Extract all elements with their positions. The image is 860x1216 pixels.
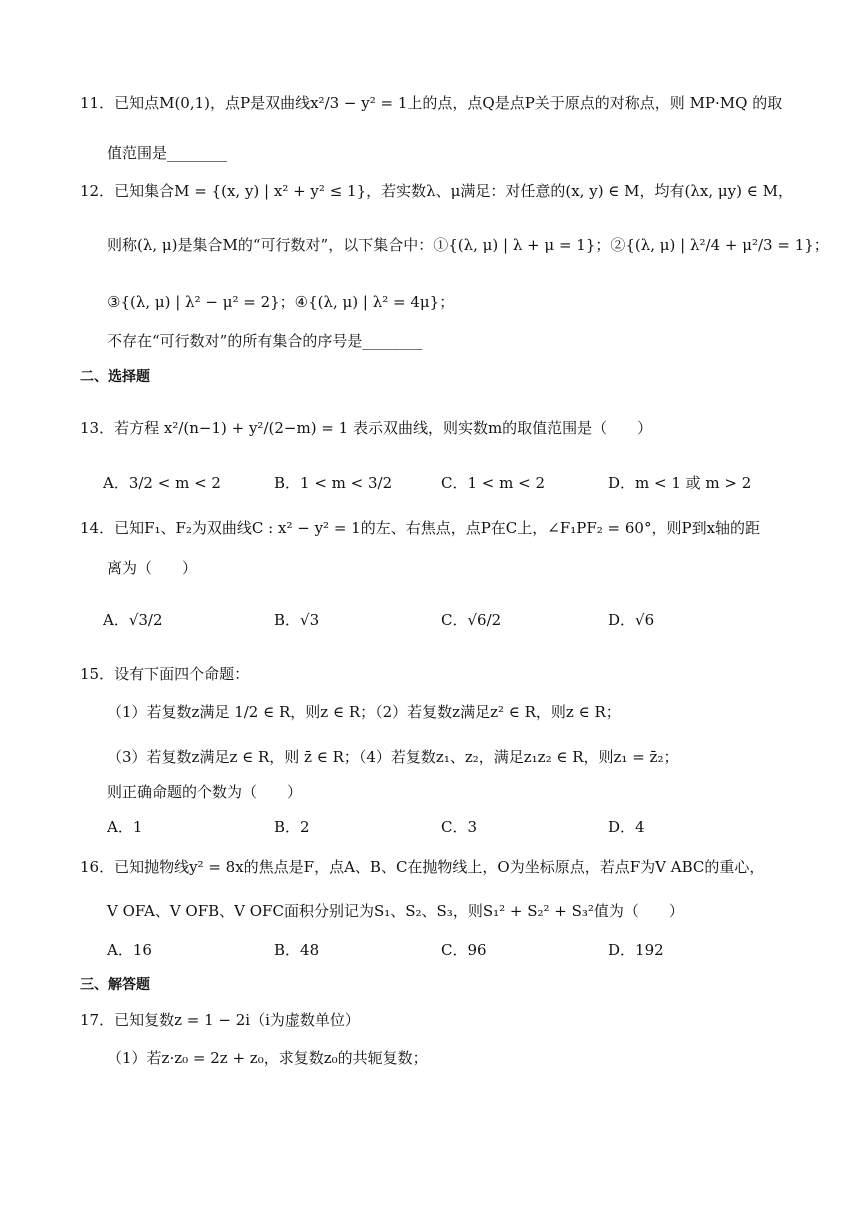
- q12-line3: ③{(λ, μ) | λ² − μ² = 2}；④{(λ, μ) | λ² = 4μ}；: [107, 293, 455, 311]
- q15-option-a: A．1: [107, 818, 143, 836]
- q15-option-b: B．2: [274, 818, 310, 836]
- q14-option-c: C．√6/2: [441, 611, 502, 629]
- q15-line2: （3）若复数z满足z ∈ R，则 z̄ ∈ R；（4）若复数z₁、z₂，满足z₁z₂ ∈ R，则z₁ = z̄₂；: [107, 748, 679, 766]
- q15-stem: 15．设有下面四个命题：: [80, 665, 250, 683]
- q14-option-a: A．√3/2: [103, 611, 163, 629]
- q12-line2: 则称(λ, μ)是集合M的“可行数对”，以下集合中：①{(λ, μ) | λ + μ = 1}；②{(λ, μ) | λ²/4 + μ²/3 = 1}；: [107, 236, 829, 254]
- q14-option-d: D．√6: [608, 611, 655, 629]
- section-answer-heading: 三、解答题: [80, 977, 150, 993]
- q16-option-c: C．96: [441, 941, 487, 959]
- q13-option-a: A．3/2 < m < 2: [103, 474, 221, 492]
- q13-option-b: B．1 < m < 3/2: [274, 474, 393, 492]
- q13-stem: 13．若方程 x²/(n−1) + y²/(2−m) = 1 表示双曲线，则实数m的取值范围是（ ）: [80, 419, 653, 437]
- q17-line2: （1）若z·z₀ = 2z + z₀，求复数z₀的共轭复数；: [107, 1049, 428, 1067]
- q11-line1: 11．已知点M(0,1)，点P是双曲线x²/3 − y² = 1上的点，点Q是点P关于原点的对称点，则 MP·MQ 的取: [80, 94, 783, 112]
- q16-option-a: A．16: [107, 941, 152, 959]
- q15-option-c: C．3: [441, 818, 478, 836]
- section-choice-heading: 二、选择题: [80, 369, 150, 385]
- q14-line2: 离为（ ）: [107, 559, 198, 577]
- q13-option-c: C．1 < m < 2: [441, 474, 545, 492]
- q16-option-b: B．48: [274, 941, 320, 959]
- q11-line2: 值范围是________: [107, 144, 228, 162]
- q14-line1: 14．已知F₁、F₂为双曲线C : x² − y² = 1的左、右焦点，点P在C上，∠F₁PF₂ = 60°，则P到x轴的距: [80, 519, 761, 537]
- q17-line1: 17．已知复数z = 1 − 2i（i为虚数单位）: [80, 1011, 360, 1029]
- q13-option-d: D．m < 1 或 m > 2: [608, 474, 752, 492]
- q16-line2: V OFA、V OFB、V OFC面积分别记为S₁、S₂、S₃，则S₁² + S₂² + S₃²值为（ ）: [107, 902, 684, 920]
- q12-line4: 不存在“可行数对”的所有集合的序号是________: [107, 332, 423, 350]
- q15-line3: 则正确命题的个数为（ ）: [107, 783, 303, 801]
- q15-line1: （1）若复数z满足 1/2 ∈ R，则z ∈ R；（2）若复数z满足z² ∈ R，则z ∈ R；: [107, 703, 621, 721]
- q12-line1: 12．已知集合M = {(x, y) | x² + y² ≤ 1}，若实数λ、μ满足：对任意的(x, y) ∈ M，均有(λx, μy) ∈ M，: [80, 182, 793, 200]
- q16-option-d: D．192: [608, 941, 664, 959]
- q15-option-d: D．4: [608, 818, 645, 836]
- q14-option-b: B．√3: [274, 611, 320, 629]
- q16-line1: 16．已知抛物线y² = 8x的焦点是F，点A、B、C在抛物线上，O为坐标原点，若点F为V ABC的重心，: [80, 858, 765, 876]
